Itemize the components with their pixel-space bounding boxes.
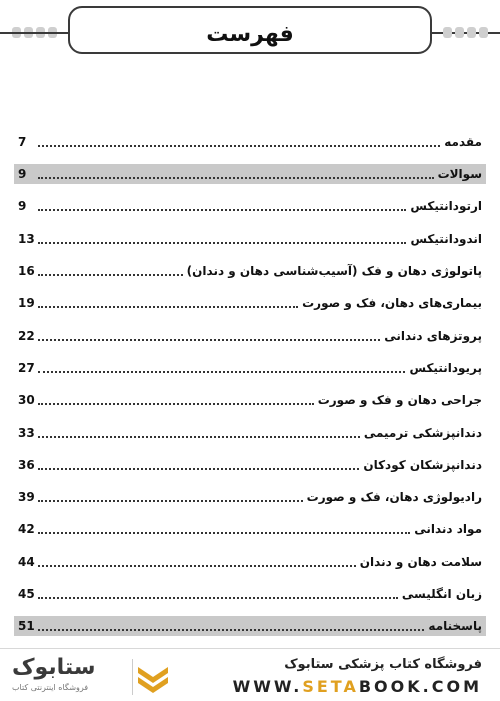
toc-entry-row[interactable] xyxy=(14,416,486,448)
toc-entry-title: بیماری‌های دهان، فک و صورت xyxy=(302,296,482,311)
toc-entry-row[interactable] xyxy=(14,352,486,384)
url-suffix: BOOK.COM xyxy=(358,677,482,696)
toc-entry-title: سلامت دهان و دندان xyxy=(359,554,482,569)
toc-page-number: 9 xyxy=(18,167,27,182)
toc-section-row[interactable] xyxy=(14,164,486,184)
store-logo xyxy=(10,655,170,699)
toc-dot-leader xyxy=(38,306,298,308)
url-prefix: WWW. xyxy=(232,677,303,696)
toc-dot-leader xyxy=(38,177,434,179)
toc-page-number: 9 xyxy=(18,199,27,214)
toc-entry-row[interactable] xyxy=(14,287,486,319)
toc-entry-title: ارتودانتیکس xyxy=(410,199,482,214)
page-header xyxy=(0,0,500,70)
toc-dot-leader xyxy=(38,274,183,276)
page-title: فهرست xyxy=(206,22,294,47)
toc-entry-title: دندانپزشکی ترمیمی xyxy=(363,425,482,440)
toc-dot-leader xyxy=(38,145,440,147)
toc-entry-title: پاسخنامه xyxy=(428,619,482,634)
toc-entry-row[interactable] xyxy=(14,449,486,481)
toc-dot-leader xyxy=(38,597,398,599)
toc-entry-row[interactable] xyxy=(14,546,486,578)
toc-entry-title: سوالات xyxy=(437,167,482,182)
logo-divider xyxy=(132,659,133,695)
toc-entry-title: پریودانتیکس xyxy=(409,360,482,375)
toc-page-number: 33 xyxy=(18,425,35,440)
toc-page-number: 44 xyxy=(18,554,35,569)
logo-wordmark: ستابوک xyxy=(12,655,96,680)
toc-entry-row[interactable] xyxy=(14,578,486,610)
toc-page-number: 19 xyxy=(18,296,35,311)
store-url[interactable] xyxy=(233,677,482,696)
toc-page-number: 22 xyxy=(18,328,35,343)
toc-entry-row[interactable] xyxy=(14,190,486,222)
toc-page-number: 30 xyxy=(18,393,35,408)
toc-page-number: 45 xyxy=(18,587,35,601)
toc-page-number: 42 xyxy=(18,522,35,537)
toc-entry-row[interactable] xyxy=(14,481,486,513)
toc-dot-leader xyxy=(38,532,410,534)
header-rule-left xyxy=(0,32,68,34)
toc-dot-leader xyxy=(38,209,406,211)
toc-section-row[interactable] xyxy=(14,616,486,636)
toc-dot-leader xyxy=(38,468,359,470)
toc-page-number: 16 xyxy=(18,264,35,279)
url-highlight: SETA xyxy=(302,677,359,696)
toc-dot-leader xyxy=(38,629,424,631)
logo-chevron-icon xyxy=(136,657,170,697)
toc-entry-title: اندودانتیکس xyxy=(410,231,482,246)
toc-dot-leader xyxy=(38,565,356,567)
title-frame xyxy=(68,6,432,54)
toc-dot-leader xyxy=(38,436,360,438)
toc-page-number: 7 xyxy=(18,135,27,150)
toc-entry-row[interactable] xyxy=(14,384,486,416)
toc-dot-leader xyxy=(38,339,380,341)
decorative-dots-right xyxy=(443,27,488,38)
toc-entry-row[interactable] xyxy=(14,223,486,255)
toc-page-number: 39 xyxy=(18,490,35,505)
toc-entry-row[interactable] xyxy=(14,319,486,351)
toc-entry-title: پروتزهای دندانی xyxy=(384,328,482,343)
toc-page-number: 27 xyxy=(18,360,35,375)
logo-tagline: فروشگاه اینترنتی کتاب xyxy=(12,683,89,692)
table-of-contents xyxy=(14,126,486,642)
toc-page-number: 13 xyxy=(18,231,35,246)
toc-entry-row[interactable] xyxy=(14,513,486,545)
toc-page-number: 51 xyxy=(18,619,35,634)
toc-entry-title: مواد دندانی xyxy=(414,522,482,537)
store-name: فروشگاه کتاب پزشکی ستابوک xyxy=(284,657,482,672)
toc-entry-title: دندانپزشکان کودکان xyxy=(363,457,482,472)
toc-dot-leader xyxy=(38,500,303,502)
toc-entry-title: رادیولوژی دهان، فک و صورت xyxy=(306,490,482,505)
toc-entry-title: زبان انگلیسی xyxy=(401,587,482,601)
toc-entry-row[interactable] xyxy=(14,126,486,158)
toc-entry-title: مقدمه xyxy=(444,135,482,150)
toc-dot-leader xyxy=(38,371,405,373)
toc-entry-title: پاتولوژی دهان و فک (آسیب‌شناسی دهان و دندان) xyxy=(186,264,482,279)
toc-dot-leader xyxy=(38,242,406,244)
toc-page-number: 36 xyxy=(18,457,35,472)
toc-entry-title: جراحی دهان و فک و صورت xyxy=(317,393,482,408)
page-footer xyxy=(0,648,500,701)
toc-dot-leader xyxy=(38,403,314,405)
toc-entry-row[interactable] xyxy=(14,255,486,287)
